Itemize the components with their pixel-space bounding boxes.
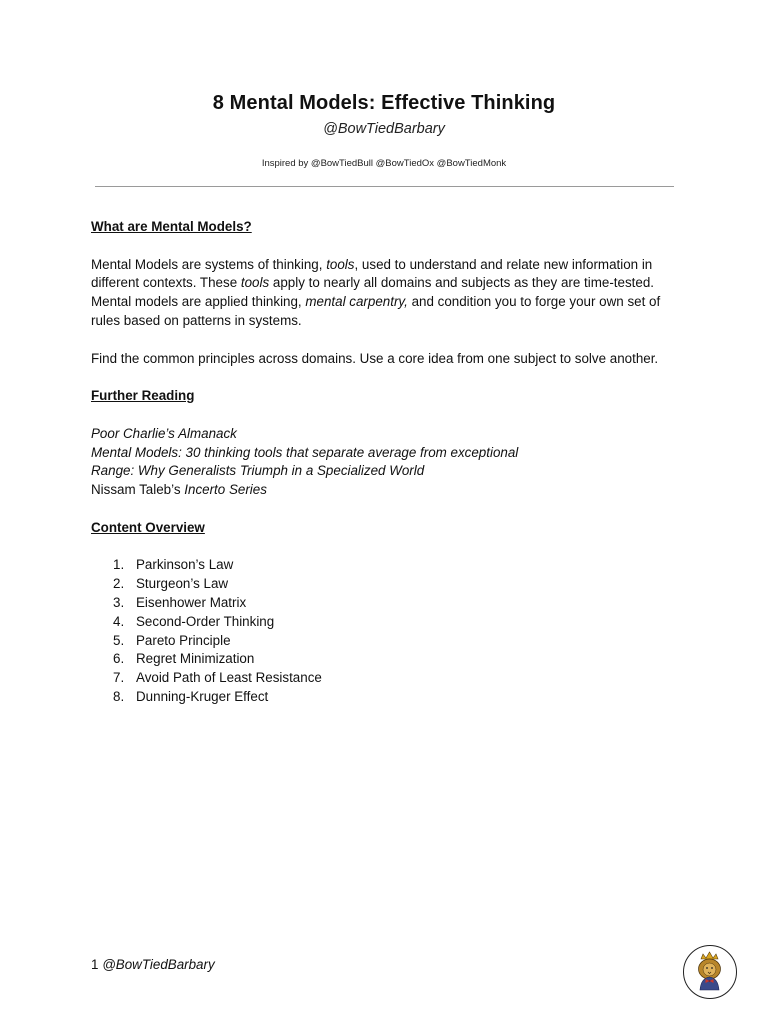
book-title: Mental Models: 30 thinking tools that separate average from exceptional [91,444,519,460]
section-heading-mental-models: What are Mental Models? [91,219,252,234]
book-title: Poor Charlie’s Almanack [91,425,237,441]
page-title: 8 Mental Models: Effective Thinking [212,92,556,114]
list-item: 1. Parkinson’s Law [113,557,234,573]
list-item: 4. Second-Order Thinking [113,613,275,629]
section-heading-further-reading: Further Reading [91,388,195,404]
principles-paragraph: Find the common principles across domains. Use a core idea from one subject to solve another. [91,350,659,366]
list-item: 7. Avoid Path of Least Resistance [113,670,322,686]
lion-crest-icon [683,945,737,999]
content-overview-list [91,556,691,706]
header-divider [95,186,674,187]
list-item: 6. Regret Minimization [113,651,255,667]
author-handle: @BowTiedBarbary [323,121,445,137]
list-item: 5. Pareto Principle [113,632,231,648]
book-title: Nissam Taleb’s Incerto Series [91,482,267,498]
section-heading-content-overview: Content Overview [91,519,205,535]
list-item: 2. Sturgeon’s Law [113,576,229,592]
footer-handle: @BowTiedBarbary [102,957,215,972]
intro-paragraph: Mental Models are systems of thinking, tools, used to understand and relate new information in different contexts. These tools apply to nearly all domains and subjects as they are time-tested. Mental models are applied thinking, mental carpentry, and condition you to forge your own set of rules based on patterns in systems. [91,256,661,328]
page-footer [91,957,215,972]
list-item: 3. Eisenhower Matrix [113,594,247,610]
inspired-by-line: Inspired by @BowTiedBull @BowTiedOx @BowTiedMonk [261,158,507,169]
book-title: Range: Why Generalists Triumph in a Specialized World [91,463,425,479]
document-body [91,218,691,707]
list-item: 8. Dunning-Kruger Effect [113,688,269,704]
page-number: 1 [91,957,99,972]
